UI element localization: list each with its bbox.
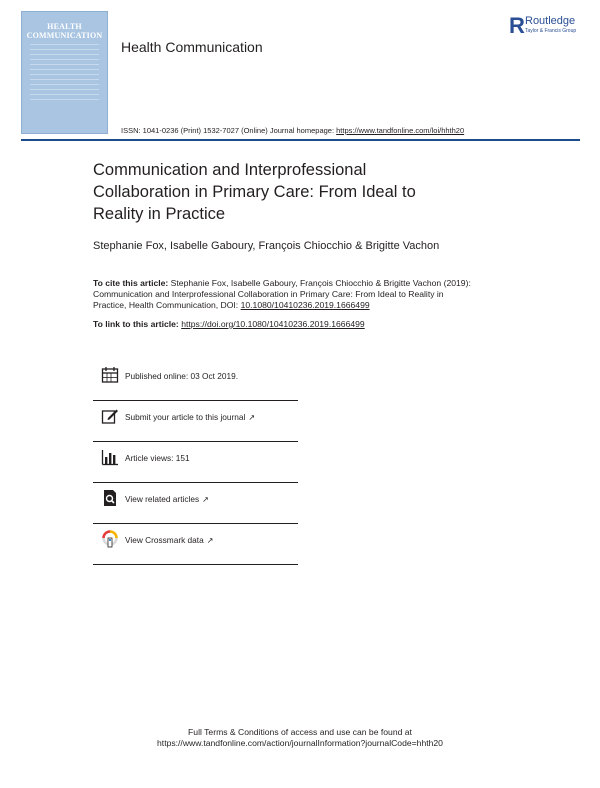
article-title <box>93 159 513 225</box>
footer-terms-url[interactable]: https://www.tandfonline.com/action/journalInformation?journalCode=hhth20 <box>157 738 443 748</box>
edit-icon <box>101 407 119 425</box>
article-title-line-1: Communication and Interprofessional <box>93 161 367 179</box>
external-link-icon: ↗ <box>202 495 209 504</box>
published-date: Published online: 03 Oct 2019. <box>125 371 239 381</box>
related-articles-link[interactable]: View related articles <box>125 494 200 504</box>
issn-text: ISSN: 1041-0236 (Print) 1532-7027 (Online) Journal homepage: <box>121 126 337 135</box>
footer-terms <box>0 727 600 749</box>
crossmark-link[interactable]: View Crossmark data <box>125 535 204 545</box>
related-row[interactable] <box>93 483 298 524</box>
journal-cover-image <box>21 11 108 134</box>
header-divider <box>21 139 580 141</box>
cover-title-line-2: COMMUNICATION <box>26 31 103 40</box>
external-link-icon: ↗ <box>206 536 214 545</box>
citation-block <box>93 278 523 311</box>
article-authors: Stephanie Fox, Isabelle Gaboury, François Chiocchio & Brigitte Vachon <box>93 240 440 252</box>
submit-article-link[interactable]: Submit your article to this journal <box>125 412 246 422</box>
crossmark-row[interactable] <box>93 524 298 565</box>
citation-label: To cite this article: <box>93 278 169 288</box>
article-title-line-2: Collaboration in Primary Care: From Ideal to <box>93 183 416 201</box>
cover-decoration <box>30 44 99 104</box>
submit-row[interactable] <box>93 401 298 442</box>
citation-line-3: Practice, Health Communication, DOI: <box>93 300 241 310</box>
journal-name: Health Communication <box>121 39 263 55</box>
article-title-line-3: Reality in Practice <box>93 205 226 223</box>
publisher-logo <box>509 14 589 40</box>
published-row <box>93 360 298 401</box>
footer-line-1: Full Terms & Conditions of access and use can be found at <box>188 727 412 737</box>
external-link-icon: ↗ <box>248 413 256 422</box>
article-link-line <box>93 319 365 329</box>
article-views: Article views: 151 <box>125 453 190 463</box>
issn-line <box>121 126 464 135</box>
article-metadata-list <box>93 360 298 565</box>
views-row <box>93 442 298 483</box>
cover-title <box>22 22 107 40</box>
citation-line-1: Stephanie Fox, Isabelle Gaboury, François Chiocchio & Brigitte Vachon (2019): <box>168 278 471 288</box>
routledge-r-icon: R <box>509 13 525 38</box>
article-doi-url[interactable]: https://doi.org/10.1080/10410236.2019.1666499 <box>181 319 365 329</box>
calendar-icon <box>101 366 119 384</box>
citation-line-2: Communication and Interprofessional Collaboration in Primary Care: From Ideal to Reality in <box>93 289 444 299</box>
crossmark-icon <box>101 530 119 548</box>
publisher-subtitle: Taylor & Francis Group <box>525 28 577 34</box>
search-document-icon <box>101 489 119 507</box>
link-label: To link to this article: <box>93 319 182 329</box>
publisher-name: Routledge <box>525 15 576 27</box>
journal-homepage-link[interactable]: https://www.tandfonline.com/loi/hhth20 <box>336 126 465 135</box>
bar-chart-icon <box>101 448 119 466</box>
doi-link[interactable]: 10.1080/10410236.2019.1666499 <box>240 300 370 310</box>
cover-title-line-1: HEALTH <box>47 22 82 31</box>
